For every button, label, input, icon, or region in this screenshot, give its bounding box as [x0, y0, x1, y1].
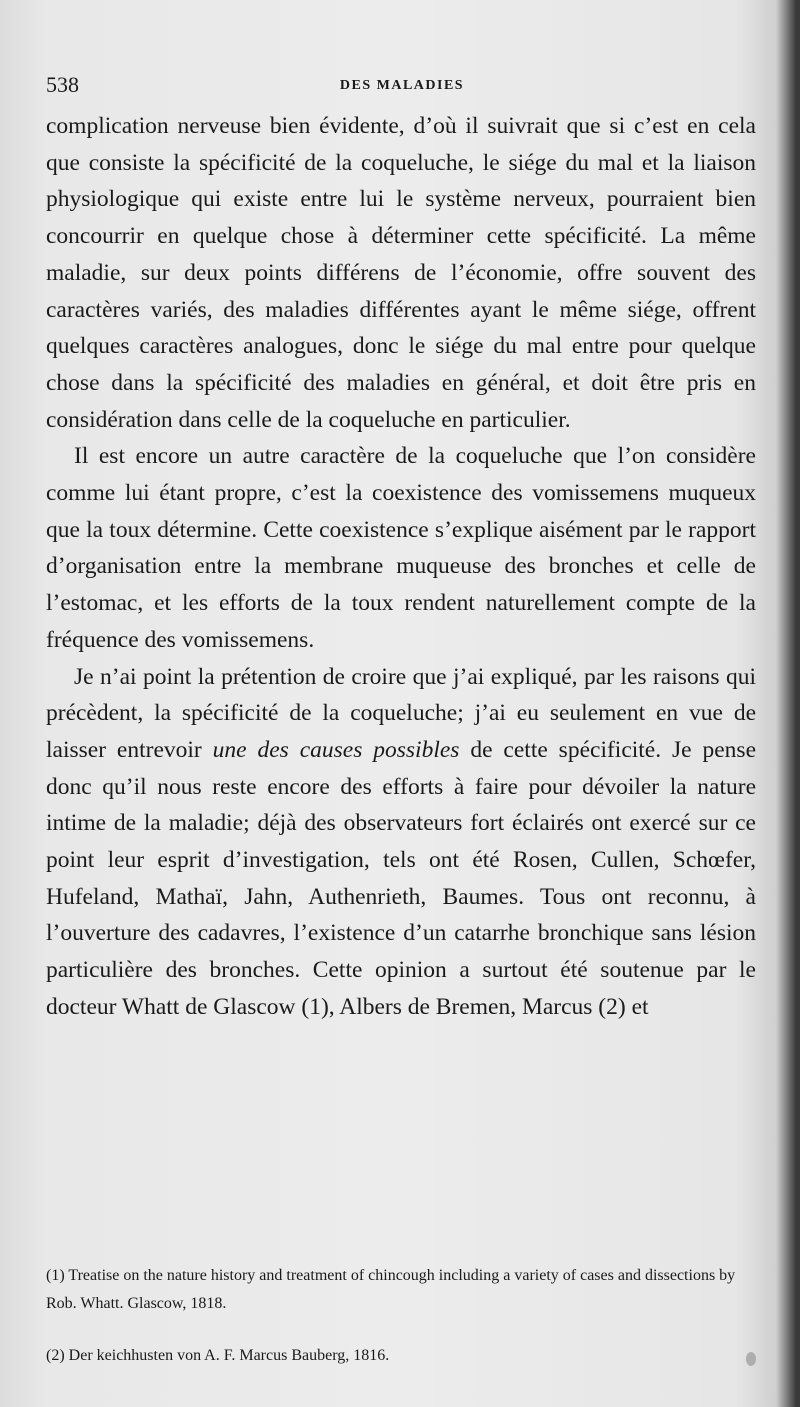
footnote-2-text: Der keichhusten von A. F. Marcus Bauberg, 1816. — [68, 1347, 390, 1364]
paragraph-3-text-end: de cette spécificité. Je pense donc qu’il nous reste encore des efforts à faire pour dévoiler la nature intime de la maladie; déjà des observateurs fort éclairés ont exercé sur ce point leur esprit d’investigation, tels ont été Rosen, Cullen, Schœfer, Hufeland, Mathaï, Jahn, Authenrieth, Baumes. Tous ont reconnu, à l’ouverture des cadavres, l’existence d’un catarrhe bronchique sans lésion particulière des bronches. Cette opinion a surtout été soutenue par le docteur Whatt de Glascow (1), Albers de Bremen, Marcus (2) et — [46, 736, 756, 1020]
paragraph-3-italic-phrase: une des causes possibles — [212, 736, 460, 763]
page-header — [46, 72, 758, 102]
paragraph-3 — [46, 659, 756, 1026]
paragraph-1: complication nerveuse bien évidente, d’où il suivrait que si c’est en cela que consiste la spécificité de la coqueluche, le siége du mal et la liaison physiologique qui existe entre lui le système nerveux, pourraient bien concourrir en quelque chose à déterminer cette spécificité. La même maladie, sur deux points différens de l’économie, offre souvent des caractères variés, des maladies différentes ayant le même siége, offrent quelques caractères analogues, donc le siége du mal entre pour quelque chose dans la spécificité des maladies en général, et doit être pris en considération dans celle de la coqueluche en particulier. — [46, 113, 756, 433]
paragraph-2: Il est encore un autre caractère de la coqueluche que l’on considère comme lui étant propre, c’est la coexistence des vomissemens muqueux que la toux détermine. Cette coexistence s’explique aisément par le rapport d’organisation entre la membrane muqueuse des bronches et celle de l’estomac, et les efforts de la toux rendent naturellement compte de la fréquence des vomissemens. — [46, 443, 756, 653]
footnote-1-text: Treatise on the nature history and treatment of chincough including a variety of cases and dissections by Rob. Whatt. Glascow, 1818. — [46, 1267, 736, 1312]
footnote-2 — [46, 1342, 760, 1370]
page-number: 538 — [46, 72, 79, 97]
paper-speck — [746, 1352, 756, 1366]
footnote-1-marker: (1) — [46, 1267, 65, 1284]
running-head: DES MALADIES — [339, 78, 465, 93]
footnote-2-marker: (2) — [46, 1347, 65, 1364]
footnote-1 — [46, 1262, 760, 1318]
footnotes — [46, 1262, 760, 1370]
paragraph-3-text-start: Je n’ai point la prétention de croire que j’ai expliqué, par les raisons qui précèdent, la spécificité de la coqueluche; j’ai eu seulement en vue de laisser entrevoir — [46, 663, 756, 763]
body-text — [46, 108, 756, 1026]
